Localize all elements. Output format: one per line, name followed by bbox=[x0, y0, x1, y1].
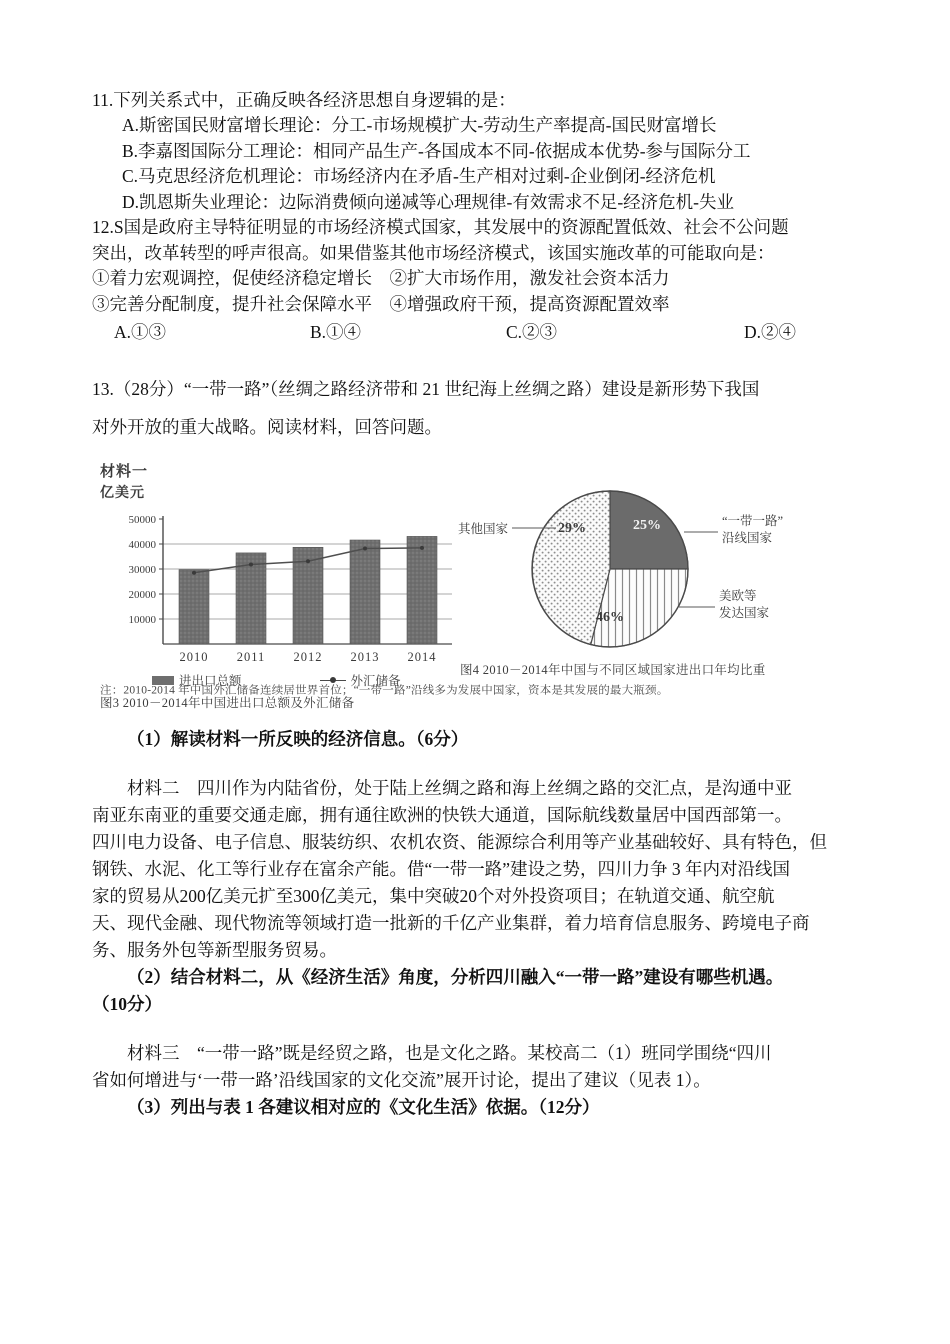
question-13-sub-2 bbox=[92, 964, 864, 1018]
question-13-sub-2-line-2: （10分） bbox=[92, 994, 162, 1014]
material-two-line-1: 材料二 四川作为内陆省份，处于陆上丝绸之路和海上丝绸之路的交汇点，是沟通中亚 bbox=[127, 778, 792, 798]
material-two-line-2: 南亚东南亚的重要交通走廊，拥有通往欧洲的快铁大通道，国际航线数量居中国西部第一。 bbox=[92, 805, 792, 825]
question-12-items-line-1: ①着力宏观调控，促使经济稳定增长 ②扩大市场作用，激发社会资本活力 bbox=[92, 268, 670, 288]
question-13-sub-3: （3）列出与表 1 各建议相对应的《文化生活》依据。（12分） bbox=[127, 1097, 600, 1117]
pie-value-other: 29% bbox=[558, 521, 586, 536]
pie-chart-svg bbox=[457, 476, 856, 662]
svg-text:2012: 2012 bbox=[293, 650, 323, 664]
pie-label-belt-road-line-2: 沿线国家 bbox=[722, 531, 773, 545]
y-axis-unit-label: 亿美元 bbox=[100, 486, 145, 501]
question-13-sub-2-line-1: （2）结合材料二，从《经济生活》角度，分析四川融入“一带一路”建设有哪些机遇。 bbox=[127, 967, 784, 987]
figures-note: 注：2010-2014 年中国外汇储备连续居世界首位；“一带一路”沿线多为发展中国家，资本是其发展的最大瓶颈。 bbox=[100, 684, 669, 697]
svg-text:10000: 10000 bbox=[128, 614, 156, 626]
material-three-line-1: 材料三 “一带一路”既是经贸之路，也是文化之路。某校高二（1）班同学围绕“四川 bbox=[127, 1043, 772, 1063]
question-12-items-line-2: ③完善分配制度，提升社会保障水平 ④增强政府干预，提高资源配置效率 bbox=[92, 293, 670, 314]
svg-text:20000: 20000 bbox=[128, 589, 156, 601]
question-11-option-b: B.李嘉图国际分工理论：相同产品生产-各国成本不同-依据成本优势-参与国际分工 bbox=[122, 140, 751, 161]
question-12-choices bbox=[92, 319, 864, 344]
svg-text:2013: 2013 bbox=[350, 650, 380, 664]
question-12-choice-c[interactable]: C.②③ bbox=[506, 322, 558, 342]
svg-text:2014: 2014 bbox=[407, 650, 437, 664]
question-12-choice-a[interactable]: A.①③ bbox=[114, 322, 167, 342]
pie-label-developed-line-2: 发达国家 bbox=[719, 606, 770, 620]
material-two-line-5: 家的贸易从200亿美元扩至300亿美元，集中突破20个对外投资项目；在轨道交通、航空航 bbox=[92, 886, 775, 906]
figure-3-bar-chart bbox=[100, 460, 472, 711]
question-12-choice-b[interactable]: B.①④ bbox=[310, 322, 362, 342]
svg-text:2010: 2010 bbox=[179, 650, 209, 664]
question-12 bbox=[92, 215, 864, 344]
question-11 bbox=[92, 88, 864, 215]
material-one-label: 材料一 bbox=[100, 464, 149, 480]
pie-label-developed-line-1: 美欧等 bbox=[719, 589, 757, 603]
figure-4-pie-chart bbox=[457, 476, 860, 678]
pie-label-other: 其他国家 bbox=[457, 522, 508, 536]
material-two-line-3: 四川电力设备、电子信息、服装纺织、农机农资、能源综合利用等产业基础较好、具有特色，但 bbox=[92, 832, 827, 852]
svg-text:50000: 50000 bbox=[128, 514, 156, 526]
material-two-line-6: 天、现代金融、现代物流等领域打造一批新的千亿产业集群，着力培育信息服务、跨境电子商 bbox=[92, 913, 810, 933]
pie-label-belt-road-line-1: “一带一路” bbox=[722, 514, 784, 528]
question-13-stem bbox=[92, 370, 864, 446]
question-11-option-c: C.马克思经济危机理论：市场经济内在矛盾-生产相对过剩-企业倒闭-经济危机 bbox=[122, 166, 716, 186]
material-two bbox=[92, 775, 864, 964]
bar-chart-svg bbox=[100, 504, 460, 664]
question-12-choice-d[interactable]: D.②④ bbox=[744, 322, 797, 342]
material-two-line-7: 务、服务外包等新型服务贸易。 bbox=[92, 940, 337, 960]
pie-value-belt-road: 25% bbox=[633, 518, 661, 533]
material-one-figures bbox=[92, 460, 864, 710]
page-content bbox=[92, 88, 864, 1121]
question-13-stem-line-2: 对外开放的重大战略。阅读材料，回答问题。 bbox=[92, 417, 442, 437]
material-two-line-4: 钢铁、水泥、化工等行业存在富余产能。借“一带一路”建设之势，四川力争 3 年内对沿线国 bbox=[92, 859, 791, 879]
figure-4-caption: 图4 2010－2014年中国与不同区域国家进出口年均比重 bbox=[460, 663, 766, 677]
svg-text:30000: 30000 bbox=[128, 564, 156, 576]
question-11-option-a: A.斯密国民财富增长理论：分工-市场规模扩大-劳动生产率提高-国民财富增长 bbox=[122, 115, 717, 135]
material-three-line-2: 省如何增进与‘一带一路’沿线国家的文化交流”展开讨论，提出了建议（见表 1）。 bbox=[92, 1070, 711, 1090]
question-11-option-d: D.凯恩斯失业理论：边际消费倾向递减等心理规律-有效需求不足-经济危机-失业 bbox=[122, 191, 734, 212]
material-three bbox=[92, 1040, 864, 1094]
legend-label-import-export: 进出口总额 bbox=[179, 674, 242, 688]
svg-text:40000: 40000 bbox=[128, 539, 156, 551]
svg-text:2011: 2011 bbox=[236, 650, 266, 664]
question-12-stem-line-2: 突出，改革转型的呼声很高。如果借鉴其他市场经济模式，该国实施改革的可能取向是： bbox=[92, 242, 775, 263]
question-11-stem: 11.下列关系式中，正确反映各经济思想自身逻辑的是： bbox=[92, 90, 516, 110]
question-13-stem-line-1: 13.（28分）“一带一路”（丝绸之路经济带和 21 世纪海上丝绸之路）建设是新形势下我国 bbox=[92, 379, 760, 399]
question-12-stem-line-1: 12.S国是政府主导特征明显的市场经济模式国家，其发展中的资源配置低效、社会不公问题 bbox=[92, 217, 789, 237]
pie-value-developed: 46% bbox=[596, 610, 624, 625]
figure-3-caption: 图3 2010－2014年中国进出口总额及外汇储备 bbox=[100, 696, 355, 710]
legend-label-forex-reserve: 外汇储备 bbox=[350, 674, 401, 688]
question-13-sub-1: （1）解读材料一所反映的经济信息。（6分） bbox=[127, 729, 469, 749]
